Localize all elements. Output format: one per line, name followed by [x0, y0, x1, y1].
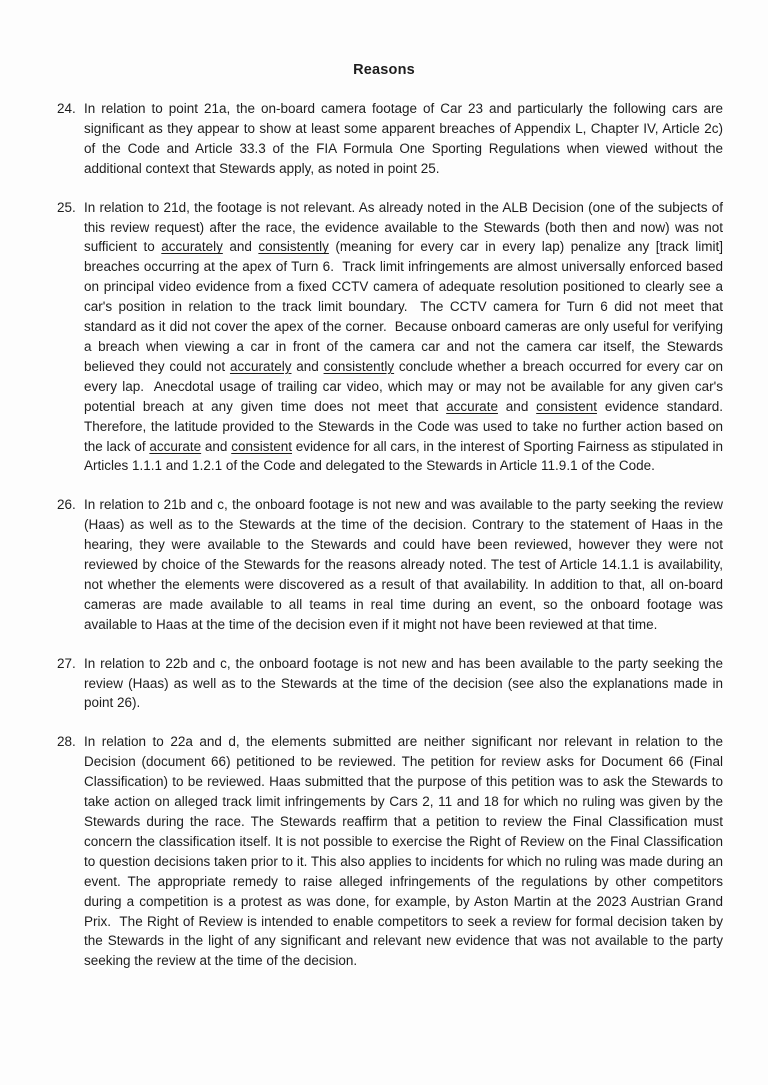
- paragraph-list: [57, 99, 731, 971]
- document-title: Reasons: [353, 62, 415, 78]
- underlined-text-segment: consistently: [258, 239, 329, 255]
- paragraph-number: 27.: [57, 655, 76, 671]
- paragraph-number: 28.: [57, 734, 76, 750]
- underlined-text-segment: consistently: [323, 358, 395, 374]
- text-segment: and: [222, 239, 259, 255]
- paragraph-text: [84, 495, 727, 634]
- text-segment: evidence standard. Therefore, the latitude provided to the Stewards in the Code was used to take no further action based on the lack of: [84, 398, 731, 454]
- paragraph-number: 26.: [57, 497, 76, 513]
- reason-paragraph: [57, 99, 727, 179]
- text-segment: In relation to 22b and c, the onboard footage is not new and has been available to the party seeking the review (Haas) as well as to the Stewards at the time of the decision (see also the explanations made in point 26).: [84, 655, 727, 711]
- paragraph-text: [84, 654, 727, 714]
- underlined-text-segment: consistent: [536, 398, 597, 414]
- underlined-text-segment: accurate: [446, 398, 498, 414]
- paragraph-text: [84, 99, 727, 179]
- reason-paragraph: [57, 654, 727, 714]
- reason-paragraph: [57, 495, 727, 634]
- paragraph-text: [84, 198, 731, 477]
- text-segment: In relation to point 21a, the on-board camera footage of Car 23 and particularly the following cars are significant as they appear to show at least some apparent breaches of Appendix L, Chapter IV, Article 2c) of the Code and Article 33.3 of the FIA Formula One Sporting Regulations when viewed without the additional context that Stewards apply, as noted in point 25.: [84, 101, 727, 176]
- underlined-text-segment: consistent: [231, 438, 293, 454]
- text-segment: In relation to 21d, the footage is not relevant. As already noted in the ALB Decision (one of the subjects of this review request) after the race, the evidence available to the Stewards (both then and now) was not sufficient to: [84, 199, 727, 255]
- reason-paragraph: [57, 732, 727, 971]
- text-segment: evidence for all cars, in the interest of Sporting Fairness as stipulated in Articles 1.1.1 and 1.2.1 of the Code and delegated to the Stewards in Article 11.9.1 of the Code.: [84, 438, 727, 474]
- underlined-text-segment: accurately: [229, 358, 292, 374]
- text-segment: In relation to 22a and d, the elements submitted are neither significant nor relevant in relation to the Decision (document 66) petitioned to be reviewed. The petition for review asks for Document 66 (Final Classification) to be reviewed. Haas submitted that the purpose of this petition was to ask the Stewards to take action on alleged track limit infringements by Cars 2, 11 and 18 for which no ruling was given by the Stewards during the race. The Stewards reaffirm that a petition to review the Final Classification must concern the classification itself. It is not possible to exercise the Right of Review on the Final Classification to question decisions taken prior to it. This also applies to incidents for which no ruling was made during an event. The appropriate remedy to raise alleged infringements of the regulations by other competitors during a competition is a protest as was done, for example, by Aston Martin at the 2023 Austrian Grand Prix. The Right of Review is intended to enable competitors to seek a review for formal decision taken by the Stewards in the light of any significant and relevant new evidence that was not available to the party seeking the review at the time of the decision.: [84, 734, 727, 969]
- text-segment: (meaning for every car in every lap) penalize any [track limit] breaches occurring at the apex of Turn 6. Track limit infringements are almost universally enforced based on principal video evidence from a fixed CCTV camera of adequate resolution positioned to clearly see a car's position in relation to the track limit boundary. The CCTV camera for Turn 6 did not meet that standard as it did not cover the apex of the corner. Because onboard cameras are only useful for verifying a breach when viewing a car in front of the camera car and not the camera car itself, the Stewards believed they could not: [84, 239, 727, 374]
- paragraph-number: 25.: [57, 199, 76, 215]
- paragraph-number: 24.: [57, 101, 76, 116]
- reason-paragraph: [57, 198, 731, 477]
- underlined-text-segment: accurate: [149, 438, 202, 454]
- text-segment: and: [201, 438, 232, 454]
- underlined-text-segment: accurately: [161, 239, 223, 255]
- text-segment: conclude whether a breach occurred for every car on every lap. Anecdotal usage of trailing car video, which may or may not be available for any given car's potential breach at any given time does not meet that: [84, 358, 727, 414]
- text-segment: In relation to 21b and c, the onboard footage is not new and was available to the party seeking the review (Haas) as well as to the Stewards at the time of the decision. Contrary to the statement of Haas in the hearing, they were available to the Stewards and could have been reviewed, however they were not reviewed by choice of the Stewards for the reasons already noted. The test of Article 14.1.1 is availability, not whether the elements were discovered as a result of that availability. In addition to that, all on-board cameras are made available to all teams in real time during an event, so the onboard footage was available to Haas at the time of the decision even if it might not have been reviewed at that time.: [84, 497, 727, 632]
- text-segment: and: [291, 358, 324, 374]
- text-segment: and: [497, 398, 537, 414]
- paragraph-text: [84, 732, 727, 971]
